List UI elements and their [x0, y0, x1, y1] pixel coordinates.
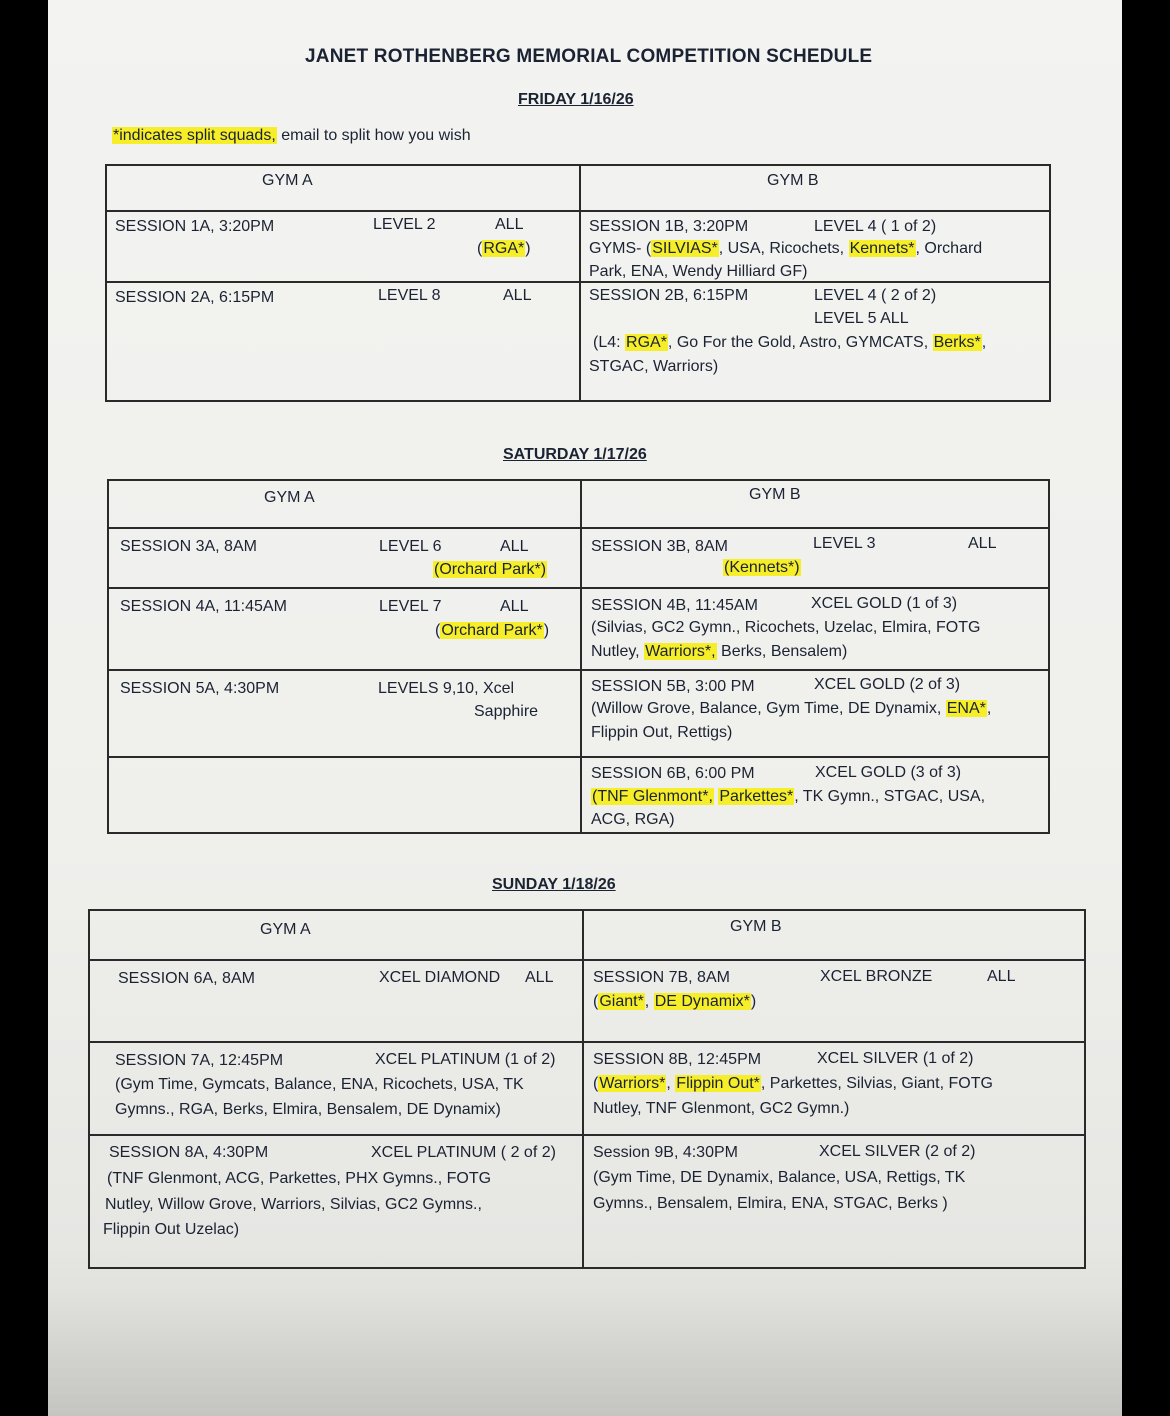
- session-2b-level: LEVEL 4 ( 2 of 2): [814, 287, 937, 304]
- session-3b: SESSION 3B, 8AM: [591, 538, 728, 555]
- session-1b-gyms: GYMS- (SILVIAS*, USA, Ricochets, Kennets*, Orchard: [589, 240, 983, 257]
- session-2b-level-2: LEVEL 5 ALL: [814, 310, 909, 327]
- session-2a: SESSION 2A, 6:15PM: [115, 289, 275, 306]
- session-9b-level: XCEL SILVER (2 of 2): [819, 1143, 976, 1160]
- session-4a-level: LEVEL 7: [379, 598, 442, 615]
- session-1b-level: LEVEL 4 ( 1 of 2): [814, 218, 937, 235]
- session-3a-level: LEVEL 6: [379, 538, 442, 555]
- session-5b: SESSION 5B, 3:00 PM: [591, 678, 755, 695]
- schedule-title: JANET ROTHENBERG MEMORIAL COMPETITION SCHEDULE: [305, 46, 873, 67]
- session-6b-level: XCEL GOLD (3 of 3): [815, 764, 962, 781]
- split-squads-note: [112, 127, 471, 145]
- session-2b: SESSION 2B, 6:15PM: [589, 287, 749, 304]
- session-5b-gyms-cont: Flippin Out, Rettigs): [591, 724, 733, 741]
- session-4a: SESSION 4A, 11:45AM: [120, 598, 287, 615]
- session-5a-level: LEVELS 9,10, Xcel: [378, 680, 515, 697]
- gym-b-header: GYM B: [767, 172, 819, 189]
- session-9b: Session 9B, 4:30PM: [593, 1144, 738, 1161]
- session-6a: SESSION 6A, 8AM: [118, 970, 255, 987]
- day-heading-sunday: SUNDAY 1/18/26: [492, 876, 616, 893]
- session-8b: SESSION 8B, 12:45PM: [593, 1051, 762, 1068]
- session-3a: SESSION 3A, 8AM: [120, 538, 257, 555]
- session-5b-level: XCEL GOLD (2 of 3): [814, 676, 961, 693]
- session-5b-gyms: (Willow Grove, Balance, Gym Time, DE Dynamix, ENA*,: [591, 700, 992, 717]
- gym-b-header: GYM B: [749, 486, 801, 503]
- gym-a-header: GYM A: [262, 172, 313, 189]
- session-1a: SESSION 1A, 3:20PM: [115, 218, 275, 235]
- session-8a-gyms: (TNF Glenmont, ACG, Parkettes, PHX Gymns., FOTG: [107, 1170, 492, 1187]
- note-highlight: *indicates split squads,: [113, 127, 276, 144]
- session-3a-all: ALL: [500, 538, 529, 555]
- gym-a-header: GYM A: [260, 921, 311, 938]
- session-6a-all: ALL: [525, 969, 554, 986]
- session-8b-gyms: (Warriors*, Flippin Out*, Parkettes, Silvias, Giant, FOTG: [593, 1075, 993, 1092]
- session-2b-gyms-cont: STGAC, Warriors): [589, 358, 719, 375]
- note-text: email to split how you wish: [276, 127, 471, 144]
- day-heading-friday: FRIDAY 1/16/26: [518, 91, 634, 108]
- session-8a-gyms-cont-2: Flippin Out Uzelac): [103, 1221, 240, 1238]
- session-8b-level: XCEL SILVER (1 of 2): [817, 1050, 974, 1067]
- session-7a-gyms-cont: Gymns., RGA, Berks, Elmira, Bensalem, DE Dynamix): [115, 1101, 501, 1118]
- session-4b-gyms-cont: Nutley, Warriors*, Berks, Bensalem): [591, 643, 848, 660]
- session-7b-all: ALL: [987, 968, 1016, 985]
- session-6b: SESSION 6B, 6:00 PM: [591, 765, 755, 782]
- session-5a: SESSION 5A, 4:30PM: [120, 680, 280, 697]
- session-7b-level: XCEL BRONZE: [820, 968, 933, 985]
- session-8a-level: XCEL PLATINUM ( 2 of 2): [371, 1144, 556, 1161]
- session-2a-level: LEVEL 8: [378, 287, 441, 304]
- session-1a-level: LEVEL 2: [373, 216, 436, 233]
- session-3b-note: (Kennets*): [724, 559, 800, 576]
- session-4a-note: (Orchard Park*): [435, 622, 550, 639]
- sunday-table: [88, 909, 1086, 1269]
- gym-a-header: GYM A: [264, 489, 315, 506]
- session-9b-gyms: (Gym Time, DE Dynamix, Balance, USA, Rettigs, TK: [593, 1169, 966, 1186]
- session-7a-level: XCEL PLATINUM (1 of 2): [375, 1051, 556, 1068]
- session-6a-level: XCEL DIAMOND: [379, 969, 501, 986]
- session-8a: SESSION 8A, 4:30PM: [109, 1144, 269, 1161]
- session-3b-level: LEVEL 3: [813, 535, 876, 552]
- session-6b-gyms-cont: ACG, RGA): [591, 811, 675, 828]
- session-2a-all: ALL: [503, 287, 532, 304]
- session-1b: SESSION 1B, 3:20PM: [589, 218, 749, 235]
- session-3a-note: (Orchard Park*): [434, 561, 547, 578]
- saturday-table: [107, 479, 1050, 834]
- session-7a: SESSION 7A, 12:45PM: [115, 1052, 284, 1069]
- session-4b-gyms: (Silvias, GC2 Gymn., Ricochets, Uzelac, Elmira, FOTG: [591, 619, 981, 636]
- friday-table: [105, 164, 1051, 402]
- session-7a-gyms: (Gym Time, Gymcats, Balance, ENA, Ricochets, USA, TK: [115, 1076, 524, 1093]
- session-4a-all: ALL: [500, 598, 529, 615]
- session-2b-gyms: (L4: RGA*, Go For the Gold, Astro, GYMCATS, Berks*,: [593, 334, 987, 351]
- session-4b: SESSION 4B, 11:45AM: [591, 597, 758, 614]
- day-heading-saturday: SATURDAY 1/17/26: [503, 446, 647, 463]
- gym-b-header: GYM B: [730, 918, 782, 935]
- session-8a-gyms-cont: Nutley, Willow Grove, Warriors, Silvias, GC2 Gymns.,: [105, 1196, 482, 1213]
- session-4b-level: XCEL GOLD (1 of 3): [811, 595, 958, 612]
- session-3b-all: ALL: [968, 535, 997, 552]
- session-7b-gyms: (Giant*, DE Dynamix*): [593, 993, 757, 1010]
- session-1a-all: ALL: [495, 216, 524, 233]
- session-1a-note: (RGA*): [477, 240, 531, 257]
- session-7b: SESSION 7B, 8AM: [593, 969, 730, 986]
- session-9b-gyms-cont: Gymns., Bensalem, Elmira, ENA, STGAC, Berks ): [593, 1195, 948, 1212]
- session-5a-level-2: Sapphire: [474, 703, 539, 720]
- session-6b-gyms: (TNF Glenmont*, Parkettes*, TK Gymn., STGAC, USA,: [592, 788, 986, 805]
- session-1b-gyms-cont: Park, ENA, Wendy Hilliard GF): [589, 263, 808, 280]
- session-8b-gyms-cont: Nutley, TNF Glenmont, GC2 Gymn.): [593, 1100, 850, 1117]
